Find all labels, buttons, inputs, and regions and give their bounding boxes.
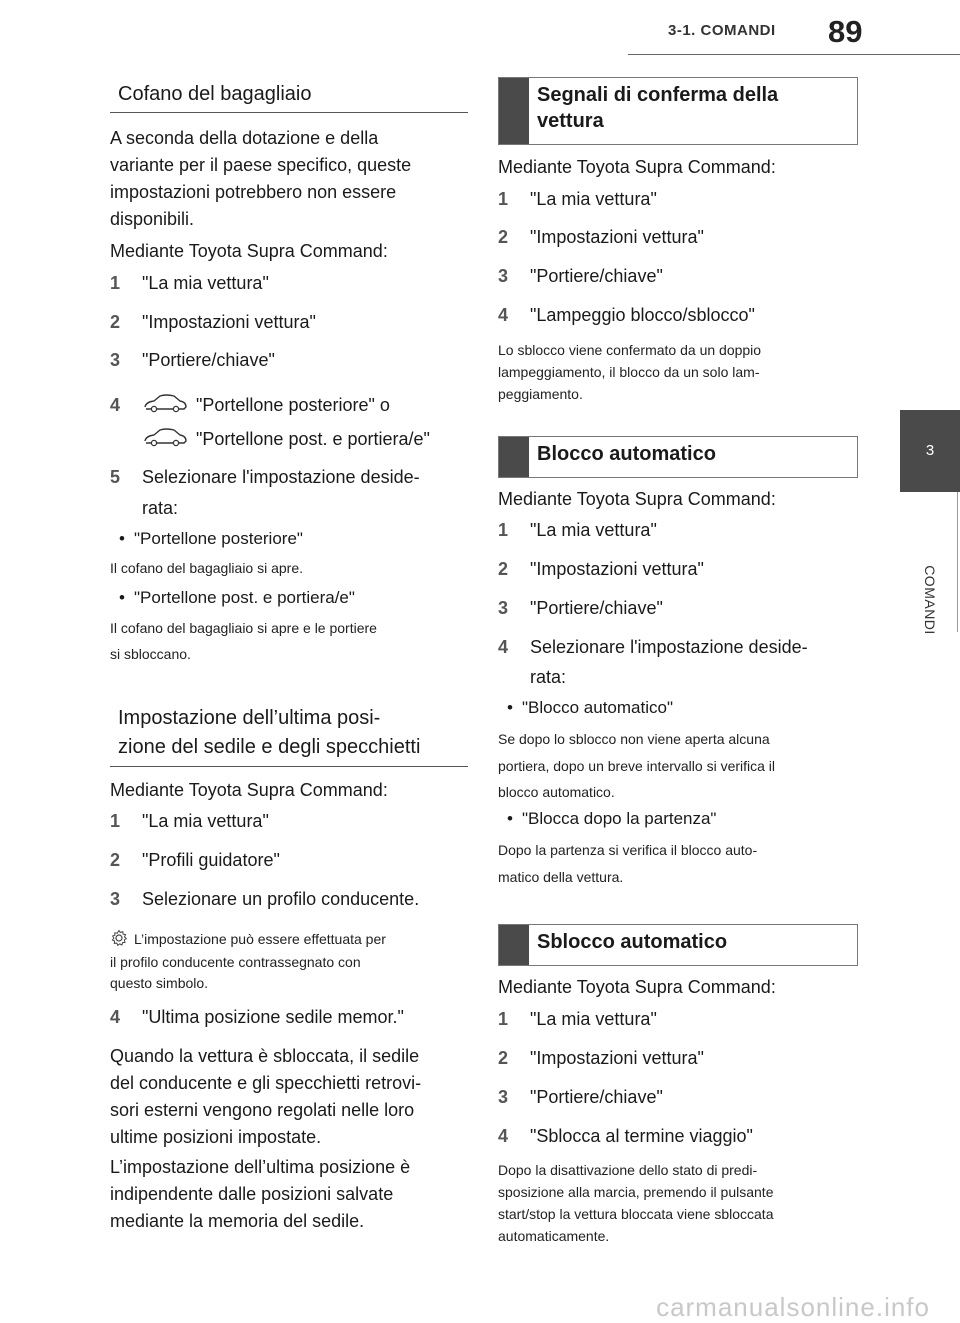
page-number: 89: [828, 14, 863, 49]
step-item: 2 "Impostazioni vettura": [110, 312, 316, 332]
step-item: 4 Selezionare l'impostazione deside-: [498, 637, 808, 657]
paragraph: Mediante Toyota Supra Command:: [498, 977, 776, 997]
step-item: 1 "La mia vettura": [498, 1009, 657, 1029]
note-text: Dopo la partenza si verifica il blocco auto-: [498, 842, 758, 858]
step-item: 3 "Portiere/chiave": [498, 266, 663, 286]
step-item: 1 "La mia vettura": [110, 273, 269, 293]
paragraph: Mediante Toyota Supra Command:: [110, 241, 388, 261]
car-icon: [142, 426, 188, 448]
paragraph: sori esterni vengono regolati nelle loro: [110, 1100, 415, 1120]
step-item: 1 "La mia vettura": [498, 189, 657, 209]
note-text: sposizione alla marcia, premendo il pulsante: [498, 1184, 774, 1200]
note-text: lampeggiamento, il blocco da un solo lam-: [498, 364, 760, 380]
paragraph: Mediante Toyota Supra Command:: [498, 489, 776, 509]
bullet-item: • "Portellone post. e portiera/e": [119, 588, 355, 607]
bullet-item: • "Blocco automatico": [507, 698, 673, 717]
note-text: Se dopo lo sblocco non viene aperta alcuna: [498, 731, 770, 747]
step-item: 3 Selezionare un profilo conducente.: [110, 889, 420, 909]
header-divider: [628, 54, 960, 55]
paragraph: L’impostazione dell’ultima posizione è: [110, 1157, 411, 1177]
note-text: blocco automatico.: [498, 784, 615, 800]
note-text: matico della vettura.: [498, 869, 624, 885]
note-text: si sbloccano.: [110, 646, 191, 662]
note-text: Lo sblocco viene confermato da un doppio: [498, 342, 762, 358]
paragraph: variante per il paese specifico, queste: [110, 155, 412, 175]
paragraph: disponibili.: [110, 209, 195, 229]
watermark-footer: carmanualsonline.info: [656, 1292, 930, 1322]
step-item: "Portellone post. e portiera/e": [110, 426, 430, 452]
page-header: [0, 0, 960, 60]
paragraph: indipendente dalle posizioni salvate: [110, 1184, 394, 1204]
step-item: 2 "Impostazioni vettura": [498, 227, 704, 247]
step-item: 4 "Ultima posizione sedile memor.": [110, 1007, 404, 1027]
section-title-seat-memory: Impostazione dell’ultima posi- zione del sedile e degli specchietti: [110, 700, 468, 767]
chapter-tab: 3: [900, 410, 960, 492]
note-text: Il cofano del bagagliaio si apre.: [110, 560, 304, 576]
section-title: 3-1. COMANDI: [668, 22, 776, 39]
bullet-item: • "Blocca dopo la partenza": [507, 809, 717, 828]
step-item: 3 "Portiere/chiave": [110, 350, 275, 370]
paragraph: impostazioni potrebbero non essere: [110, 182, 397, 202]
step-item: 4 "Sblocca al termine viaggio": [498, 1126, 753, 1146]
chapter-label: COMANDI: [922, 565, 938, 635]
step-item: rata:: [530, 667, 567, 687]
step-item: 3 "Portiere/chiave": [498, 1087, 663, 1107]
step-item: 2 "Impostazioni vettura": [498, 559, 704, 579]
paragraph: del conducente e gli specchietti retrovi-: [110, 1073, 422, 1093]
section-title-auto-lock: Blocco automatico: [498, 436, 858, 478]
step-item: 2 "Impostazioni vettura": [498, 1048, 704, 1068]
paragraph: Quando la vettura è sbloccata, il sedile: [110, 1046, 420, 1066]
step-item: 1 "La mia vettura": [498, 520, 657, 540]
paragraph: Mediante Toyota Supra Command:: [498, 157, 776, 177]
gear-icon: [110, 929, 128, 947]
note-text: Il cofano del bagagliaio si apre e le portiere: [110, 620, 377, 636]
car-icon: [142, 392, 188, 414]
step-item: 2 "Profili guidatore": [110, 850, 280, 870]
chapter-divider: [957, 492, 958, 632]
note-text: portiera, dopo un breve intervallo si verifica il: [498, 758, 776, 774]
note-text: automaticamente.: [498, 1228, 610, 1244]
bullet-item: • "Portellone posteriore": [119, 529, 303, 548]
step-item: 1 "La mia vettura": [110, 811, 269, 831]
step-item: 3 "Portiere/chiave": [498, 598, 663, 618]
note-text: Dopo la disattivazione dello stato di predi-: [498, 1162, 758, 1178]
section-title-confirmation-signals: Segnali di conferma della vettura: [498, 77, 858, 145]
step-item: 4 "Portellone posteriore" o: [110, 392, 390, 418]
paragraph: Mediante Toyota Supra Command:: [110, 780, 388, 800]
paragraph: mediante la memoria del sedile.: [110, 1211, 365, 1231]
section-title-trunk: Cofano del bagagliaio: [110, 76, 468, 113]
paragraph: A seconda della dotazione e della: [110, 128, 379, 148]
note-text: start/stop la vettura bloccata viene sbloccata: [498, 1206, 774, 1222]
note-text: il profilo conducente contrassegnato con: [110, 954, 361, 970]
step-item: 4 "Lampeggio blocco/sblocco": [498, 305, 755, 325]
note-text: questo simbolo.: [110, 975, 209, 991]
section-title-auto-unlock: Sblocco automatico: [498, 924, 858, 966]
note-text: peggiamento.: [498, 386, 583, 402]
step-item: 5 Selezionare l'impostazione deside-: [110, 467, 420, 487]
note-text: L’impostazione può essere effettuata per: [110, 928, 386, 951]
step-item: rata:: [142, 498, 179, 518]
paragraph: ultime posizioni impostate.: [110, 1127, 322, 1147]
